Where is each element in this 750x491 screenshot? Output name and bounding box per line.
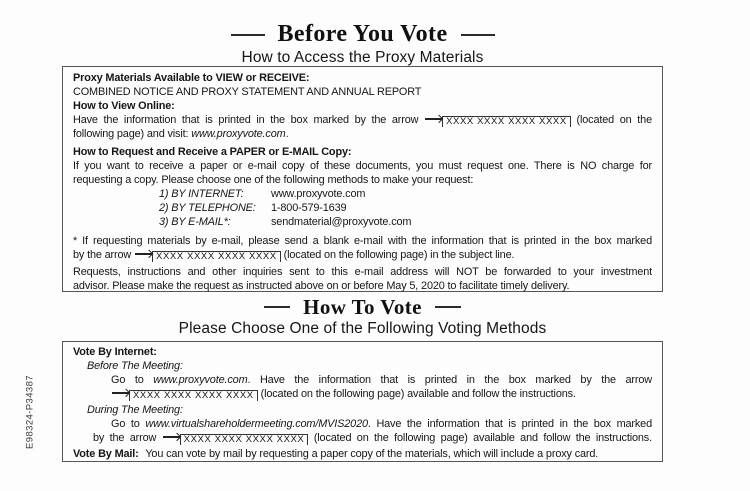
forward-line1: Requests, instructions and other inquiries sent to this e-mail address will NOT be forwarded to your investment [73,266,652,278]
during-meeting-label: During The Meeting: [87,404,183,416]
before-meeting-line2 [73,387,652,401]
footnote-line2 [73,248,652,262]
forward-line2: advisor. Please make the request as instructed above on or before May 5, 2020 to facilitate timely delivery. [73,280,570,292]
before-you-vote-heading [62,22,663,67]
heading-dash-left [231,34,265,36]
during-meeting-line1 [73,417,652,431]
right-arrow-icon [163,436,180,438]
virtual-meeting-url: www.virtualshareholdermeeting.com/MVIS2020 [145,418,368,430]
during-meeting-line2 [73,431,652,445]
control-number-box: XXXX XXXX XXXX XXXX [129,390,258,402]
during-meeting-line1-tail: . Have the information that is printed in the box marked [367,418,652,430]
right-arrow-icon [112,392,129,394]
during-meeting-line2-tail: (located on the following page) available and follow the instructions. [313,432,652,444]
heading-dash-right [461,34,495,36]
footnote-line1: * If requesting materials by e-mail, please send a blank e-mail with the information that is printed in the box marked [73,235,652,247]
method-row-email [73,215,652,229]
go-to-label: Go to [111,418,140,430]
how-to-vote-heading [62,296,663,338]
period: . [285,128,289,140]
heading-dash-left [264,306,290,308]
method-label-internet: 1) BY INTERNET: [159,188,244,200]
before-you-vote-title-row [62,22,663,47]
page-subtitle: How to Access the Proxy Materials [241,49,484,67]
footnote-line2-tail: (located on the following page) in the subject line. [283,249,515,261]
control-number-box: XXXX XXXX XXXX XXXX [180,434,309,446]
right-arrow-icon [425,118,442,120]
visit-label: following page) and visit: [73,128,189,140]
method-value-email: sendmaterial@proxyvote.com [271,216,412,228]
view-online-line1-tail: (located on the [576,114,652,126]
method-value-internet: www.proxyvote.com [271,188,366,200]
method-row-internet [73,187,652,201]
control-number-box: XXXX XXXX XXXX XXXX [152,251,281,263]
vote-section-title: How To Vote [303,295,422,319]
vote-by-mail-heading: Vote By Mail: [73,448,139,460]
go-to-label: Go to [111,374,144,386]
during-meeting-line2-text: by the arrow [93,432,157,444]
how-to-view-heading: How to View Online: [73,100,175,112]
access-materials-box [62,66,663,292]
method-label-email: 3) BY E-MAIL*: [159,216,231,228]
method-label-telephone: 2) BY TELEPHONE: [159,202,256,214]
heading-dash-right [435,306,461,308]
proxyvote-url: www.proxyvote.com [191,128,286,140]
footnote-line2-text: by the arrow [73,249,132,261]
method-value-telephone: 1-800-579-1639 [271,202,347,214]
view-online-line1 [73,113,652,127]
before-meeting-line1-tail: . Have the information that is printed in the box marked by the arrow [247,374,652,386]
proxyvote-url: www.proxyvote.com [153,374,248,386]
how-to-vote-title-row [62,296,663,318]
view-online-line1-text: Have the information that is printed in the box marked by the arrow [73,114,419,126]
vote-by-internet-heading: Vote By Internet: [73,346,157,358]
vote-section-subtitle: Please Choose One of the Following Voting Methods [178,320,547,338]
view-receive-heading: Proxy Materials Available to VIEW or RECEIVE: [73,72,310,84]
view-online-line2 [73,127,652,141]
voting-methods-box [62,341,663,462]
before-meeting-label: Before The Meeting: [87,360,183,372]
before-meeting-line1 [73,373,652,387]
right-arrow-icon [135,253,152,255]
request-copy-line2: requesting a copy. Please choose one of the following methods to make your request: [73,174,474,186]
vote-by-mail-line [73,447,652,461]
control-number-box: XXXX XXXX XXXX XXXX [442,116,571,128]
before-meeting-line2-tail: (located on the following page) available and follow the instructions. [260,388,576,400]
method-row-telephone [73,201,652,215]
edge-code: E98324-P34387 [24,375,36,449]
page-title: Before You Vote [277,21,448,47]
request-copy-line1: If you want to receive a paper or e-mail copy of these documents, you must request one. There is NO charge for [73,160,652,172]
combined-notice-line: COMBINED NOTICE AND PROXY STATEMENT AND ANNUAL REPORT [73,86,422,98]
vote-by-mail-text: You can vote by mail by requesting a paper copy of the materials, which will include a proxy card. [145,448,599,460]
request-copy-heading: How to Request and Receive a PAPER or E-MAIL Copy: [73,146,352,158]
